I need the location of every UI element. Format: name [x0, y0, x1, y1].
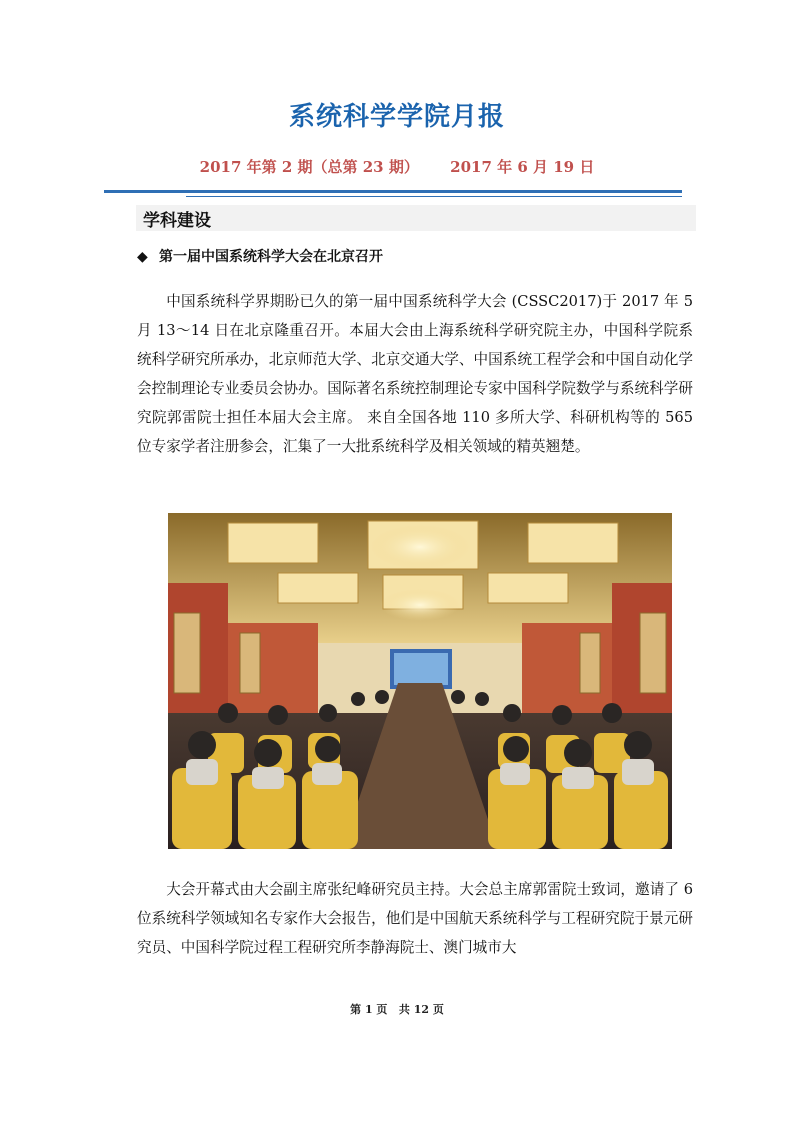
- section-heading-band: [136, 205, 696, 231]
- header-rule-thick: [104, 190, 682, 193]
- article-paragraph-2: 大会开幕式由大会副主席张纪峰研究员主持。大会总主席郭雷院士致词，邀请了 6 位系统科学领域知名专家作大会报告，他们是中国航天系统科学与工程研究院于景元研究员、中国科学院过程工程研究所李静海院士、澳门城市大: [137, 881, 693, 956]
- conference-hall-photo: [168, 513, 672, 849]
- article-paragraph-1: 中国系统科学界期盼已久的第一届中国系统科学大会 (CSSC2017)于 2017 年 5 月 13～14 日在北京隆重召开。本届大会由上海系统科学研究院主办，中国科学院系统科学研究所承办，北京师范大学、北京交通大学、中国系统工程学会和中国自动化学会控制理论专业委员会协办。国际著名系统控制理论专家中国科学院数学与系统科学研究院郭雷院士担任本届大会主席。 来自全国各地 110 多所大学、科研机构等的 565 位专家学者注册参会，汇集了一大批系统科学及相关领域的精英翘楚。: [137, 293, 693, 455]
- issue-line: 2017 年第 2 期（总第 23 期） 2017 年 6 月 19 日: [199, 158, 595, 176]
- section-heading: 学科建设: [143, 211, 211, 231]
- page-number-footer: 第 1 页 共 12 页: [350, 1003, 444, 1016]
- newsletter-title: 系统科学学院月报: [288, 102, 505, 132]
- diamond-bullet-icon: ◆: [137, 249, 148, 265]
- article-headline: 第一届中国系统科学大会在北京召开: [159, 249, 383, 265]
- article-headline-row: [137, 246, 383, 266]
- header-rule-thin: [186, 196, 682, 197]
